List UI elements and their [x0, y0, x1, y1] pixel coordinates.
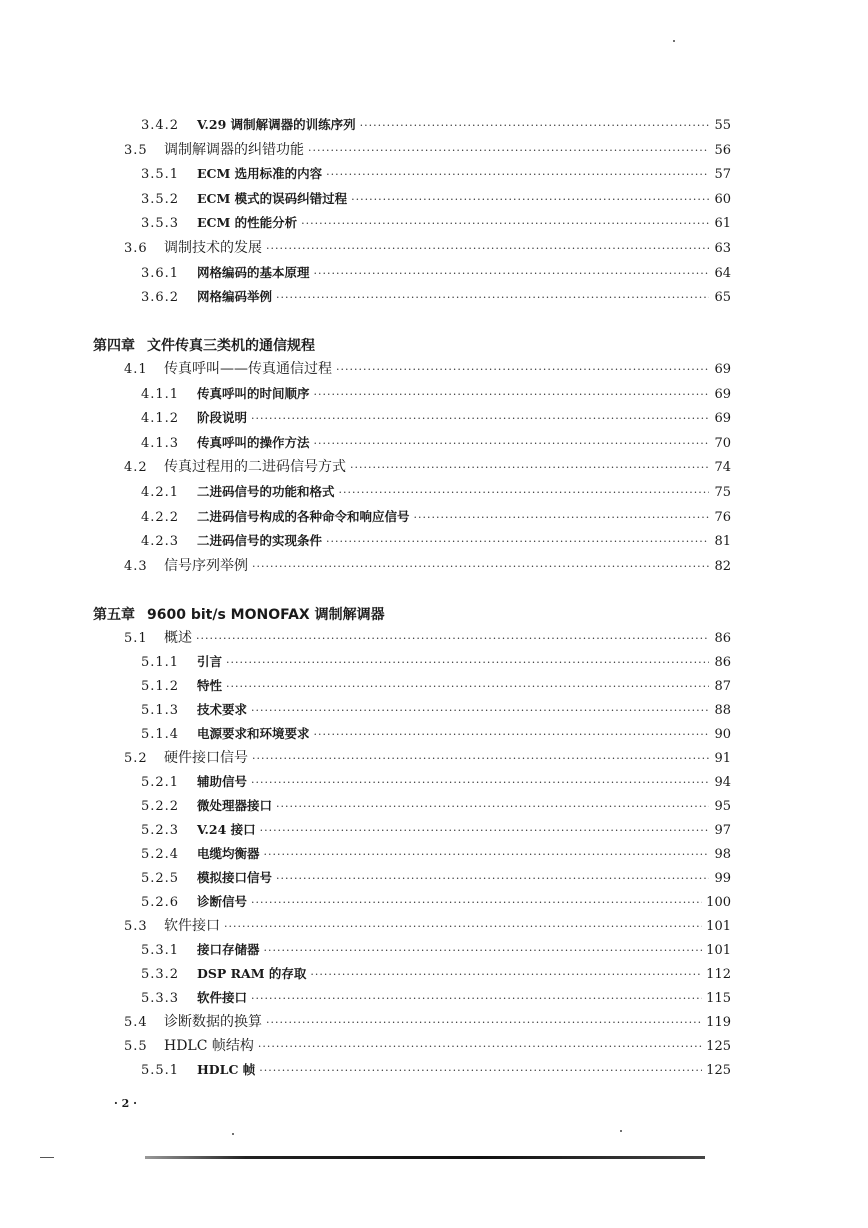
toc-entry-title: 二进码信号的功能和格式 — [197, 484, 335, 499]
toc-entry — [141, 262, 731, 284]
toc-entry-page: 115 — [706, 991, 731, 1006]
toc-entry-number: 4.2.1 — [141, 485, 180, 500]
toc-leader-dots — [251, 700, 709, 722]
toc-entry-number: 3.4.2 — [141, 118, 180, 133]
toc-leader-dots — [251, 892, 702, 914]
toc-entry — [141, 407, 731, 429]
toc-leader-dots — [252, 748, 709, 770]
toc-entry-number: 4.2.3 — [141, 534, 180, 550]
toc-entry — [141, 114, 731, 136]
toc-entry-title: 二进码信号的实现条件 — [197, 533, 323, 549]
toc-entry-title: 传真过程用的二进码信号方式 — [164, 459, 346, 476]
toc-leader-dots — [339, 482, 709, 504]
toc-leader-dots — [301, 213, 709, 235]
toc-entry-page: 69 — [714, 362, 731, 377]
toc-entry — [124, 456, 731, 478]
toc-entry-title: 诊断数据的换算 — [164, 1014, 262, 1030]
toc-entry-number: 3.6.1 — [141, 265, 180, 281]
toc-entry — [141, 383, 731, 405]
toc-entry-title: 阶段说明 — [197, 410, 248, 426]
toc-entry-title: DSP RAM 的存取 — [197, 966, 307, 981]
toc-entry — [141, 723, 731, 745]
toc-entry-title: HDLC 帧结构 — [164, 1038, 254, 1054]
toc-entry — [141, 286, 731, 308]
toc-entry-page: 97 — [714, 823, 731, 838]
scan-speck — [232, 1133, 234, 1135]
toc-entry — [141, 212, 731, 234]
toc-leader-dots — [351, 189, 709, 211]
toc-entry-title: 电源要求和环境要求 — [197, 726, 310, 741]
toc-entry-page: 125 — [706, 1063, 731, 1078]
toc-entry-title: 传真呼叫——传真通信过程 — [164, 361, 332, 377]
toc-entry-title: ECM 的性能分析 — [197, 215, 298, 231]
toc-entry-title: 软件接口 — [164, 918, 220, 934]
scan-artifact-dash — [40, 1157, 54, 1158]
toc-entry-page: 86 — [714, 631, 731, 646]
toc-leader-dots — [266, 1012, 702, 1034]
toc-leader-dots — [251, 772, 709, 794]
toc-leader-dots — [336, 359, 709, 381]
toc-entry-page: 99 — [714, 871, 731, 886]
toc-entry-page: 64 — [714, 265, 731, 281]
toc-entry-number: 5.4 — [124, 1015, 148, 1030]
toc-entry-page: 81 — [714, 534, 731, 550]
toc-entry-number: 3.6 — [124, 241, 148, 256]
toc-entry — [141, 675, 731, 697]
toc-entry-page: 61 — [714, 216, 731, 232]
toc-entry-page: 88 — [714, 703, 731, 718]
toc-entry-page: 69 — [714, 411, 731, 427]
toc-entry-page: 87 — [714, 679, 731, 694]
toc-leader-dots — [314, 724, 709, 746]
toc-entry-number: 5.2.4 — [141, 847, 180, 862]
toc-entry-title: HDLC 帧 — [197, 1062, 256, 1077]
toc-leader-dots — [260, 820, 709, 842]
toc-entry-title: 硬件接口信号 — [164, 750, 248, 766]
toc-entry-page: 82 — [714, 558, 731, 574]
toc-entry-number: 5.2.3 — [141, 823, 180, 838]
toc-leader-dots — [252, 556, 709, 578]
toc-entry-title: 辅助信号 — [197, 774, 248, 789]
toc-entry-title: 电缆均衡器 — [197, 846, 260, 861]
toc-entry-number: 5.2.2 — [141, 799, 180, 814]
toc-entry-title: 微处理器接口 — [197, 798, 273, 813]
scan-speck — [620, 1130, 622, 1132]
toc-entry-number: 5.2.5 — [141, 871, 180, 886]
toc-entry-title: 特性 — [197, 678, 223, 693]
toc-leader-dots — [264, 844, 709, 866]
toc-entry-number: 5.5 — [124, 1039, 148, 1054]
toc-leader-dots — [266, 238, 709, 260]
chapter-number: 第五章 — [93, 607, 135, 623]
toc-entry — [141, 163, 731, 185]
toc-leader-dots — [264, 940, 703, 962]
scan-speck — [673, 40, 675, 42]
toc-leader-dots — [360, 115, 709, 137]
toc-entry-number: 5.3.3 — [141, 991, 180, 1006]
toc-entry-title: 传真呼叫的时间顺序 — [197, 385, 310, 401]
toc-entry — [141, 530, 731, 552]
toc-entry-number: 3.5.1 — [141, 167, 180, 183]
toc-entry-page: 86 — [714, 655, 731, 670]
toc-entry-title: 网格编码的基本原理 — [197, 264, 310, 280]
toc-entry-title: V.24 接口 — [197, 822, 256, 837]
toc-leader-dots — [310, 964, 702, 986]
toc-entry-number: 3.5 — [124, 142, 148, 158]
toc-entry — [141, 699, 731, 721]
toc-entry-number: 5.2 — [124, 751, 148, 766]
toc-leader-dots — [414, 507, 709, 529]
toc-entry — [124, 747, 731, 769]
toc-entry-page: 91 — [714, 751, 731, 766]
toc-entry-number: 3.5.3 — [141, 216, 180, 232]
toc-entry-page: 74 — [714, 460, 731, 476]
toc-leader-dots — [224, 916, 702, 938]
toc-entry-page: 55 — [714, 118, 731, 133]
toc-leader-dots — [259, 1060, 702, 1082]
toc-entry-number: 4.1.2 — [141, 411, 180, 427]
toc-entry — [141, 987, 731, 1009]
toc-entry — [141, 1059, 731, 1081]
toc-entry-number: 4.2 — [124, 460, 148, 476]
toc-entry-page: 60 — [714, 191, 731, 207]
toc-entry — [141, 963, 731, 985]
toc-entry-number: 5.5.1 — [141, 1063, 180, 1078]
toc-entry-title: 调制解调器的纠错功能 — [164, 141, 304, 158]
bottom-rule — [145, 1156, 705, 1159]
toc-entry-title: 技术要求 — [197, 702, 248, 717]
toc-entry-page: 95 — [714, 799, 731, 814]
toc-leader-dots — [226, 652, 709, 674]
toc-leader-dots — [326, 531, 709, 553]
toc-entry — [124, 1011, 731, 1033]
toc-entry — [141, 481, 731, 503]
toc-entry-page: 57 — [714, 167, 731, 183]
toc-leader-dots — [314, 263, 709, 285]
toc-entry — [124, 139, 731, 161]
toc-entry-page: 56 — [714, 142, 731, 158]
toc-entry-title: 二进码信号构成的各种命令和响应信号 — [197, 508, 410, 524]
toc-entry-page: 63 — [714, 241, 731, 256]
chapter-heading-5 — [93, 603, 385, 627]
toc-entry-page: 112 — [706, 967, 731, 982]
toc-entry-page: 98 — [714, 847, 731, 862]
toc-leader-dots — [276, 868, 709, 890]
toc-entry — [141, 506, 731, 528]
toc-entry-page: 65 — [714, 290, 731, 306]
toc-entry-title: 信号序列举例 — [164, 557, 248, 574]
toc-entry-number: 5.1.2 — [141, 679, 180, 694]
chapter-title: 文件传真三类机的通信规程 — [147, 338, 315, 354]
toc-entry — [124, 555, 731, 577]
toc-leader-dots — [196, 628, 709, 650]
toc-leader-dots — [350, 457, 709, 479]
toc-entry-title: 引言 — [197, 654, 223, 669]
toc-entry — [141, 867, 731, 889]
toc-entry — [141, 651, 731, 673]
toc-entry-number: 5.3.2 — [141, 967, 180, 982]
toc-leader-dots — [314, 433, 709, 455]
toc-entry — [141, 795, 731, 817]
toc-entry — [124, 358, 731, 380]
toc-entry-page: 101 — [706, 943, 731, 958]
toc-entry-number: 5.3.1 — [141, 943, 180, 958]
toc-leader-dots — [258, 1036, 702, 1058]
toc-leader-dots — [314, 384, 709, 406]
toc-leader-dots — [308, 140, 709, 162]
toc-entry-number: 3.6.2 — [141, 290, 180, 306]
toc-entry-number: 5.1 — [124, 631, 148, 646]
toc-entry — [141, 843, 731, 865]
toc-entry-number: 5.3 — [124, 919, 148, 934]
toc-entry-title: 传真呼叫的操作方法 — [197, 434, 310, 450]
toc-entry-page: 119 — [706, 1015, 731, 1030]
toc-entry-title: V.29 调制解调器的训练序列 — [197, 117, 356, 132]
toc-entry — [141, 939, 731, 961]
toc-entry — [124, 915, 731, 937]
toc-entry-title: 诊断信号 — [197, 894, 248, 909]
toc-entry-number: 4.1 — [124, 362, 148, 377]
toc-entry-title: 接口存储器 — [197, 942, 260, 957]
toc-entry — [141, 771, 731, 793]
chapter-title: 9600 bit/s MONOFAX 调制解调器 — [147, 607, 385, 623]
toc-leader-dots — [276, 796, 709, 818]
toc-entry-number: 5.1.4 — [141, 727, 180, 742]
toc-entry — [141, 188, 731, 210]
toc-entry-title: ECM 选用标准的内容 — [197, 166, 323, 182]
toc-entry — [141, 432, 731, 454]
toc-entry-title: 模拟接口信号 — [197, 870, 273, 885]
toc-entry-number: 5.2.6 — [141, 895, 180, 910]
toc-entry-page: 69 — [714, 386, 731, 402]
toc-entry-number: 4.1.3 — [141, 435, 180, 451]
toc-entry-number: 4.1.1 — [141, 386, 180, 402]
toc-entry — [124, 1035, 731, 1057]
toc-entry-page: 94 — [714, 775, 731, 790]
toc-entry-title: 软件接口 — [197, 990, 248, 1005]
toc-entry-title: ECM 模式的误码纠错过程 — [197, 190, 348, 206]
toc-entry — [141, 891, 731, 913]
toc-leader-dots — [251, 408, 709, 430]
toc-entry-page: 100 — [706, 895, 731, 910]
toc-leader-dots — [226, 676, 709, 698]
toc-entry-number: 4.3 — [124, 558, 148, 574]
toc-entry-title: 调制技术的发展 — [164, 240, 262, 256]
toc-leader-dots — [326, 164, 709, 186]
toc-entry-page: 125 — [706, 1039, 731, 1054]
toc-entry-page: 70 — [714, 435, 731, 451]
toc-entry-number: 5.1.1 — [141, 655, 180, 670]
toc-entry — [124, 237, 731, 259]
chapter-number: 第四章 — [93, 338, 135, 354]
toc-entry — [124, 627, 731, 649]
toc-leader-dots — [276, 287, 709, 309]
page-number-footer: · 2 · — [114, 1097, 137, 1110]
toc-entry-number: 4.2.2 — [141, 509, 180, 525]
chapter-heading-4 — [93, 334, 315, 358]
toc-entry-page: 76 — [714, 509, 731, 525]
toc-entry-title: 网格编码举例 — [197, 289, 273, 305]
toc-entry-page: 75 — [714, 485, 731, 500]
toc-leader-dots — [251, 988, 702, 1010]
toc-entry-number: 3.5.2 — [141, 191, 180, 207]
toc-entry-number: 5.1.3 — [141, 703, 180, 718]
toc-entry-number: 5.2.1 — [141, 775, 180, 790]
toc-entry-page: 101 — [706, 919, 731, 934]
toc-entry-page: 90 — [714, 727, 731, 742]
toc-entry-title: 概述 — [164, 630, 192, 646]
toc-entry — [141, 819, 731, 841]
